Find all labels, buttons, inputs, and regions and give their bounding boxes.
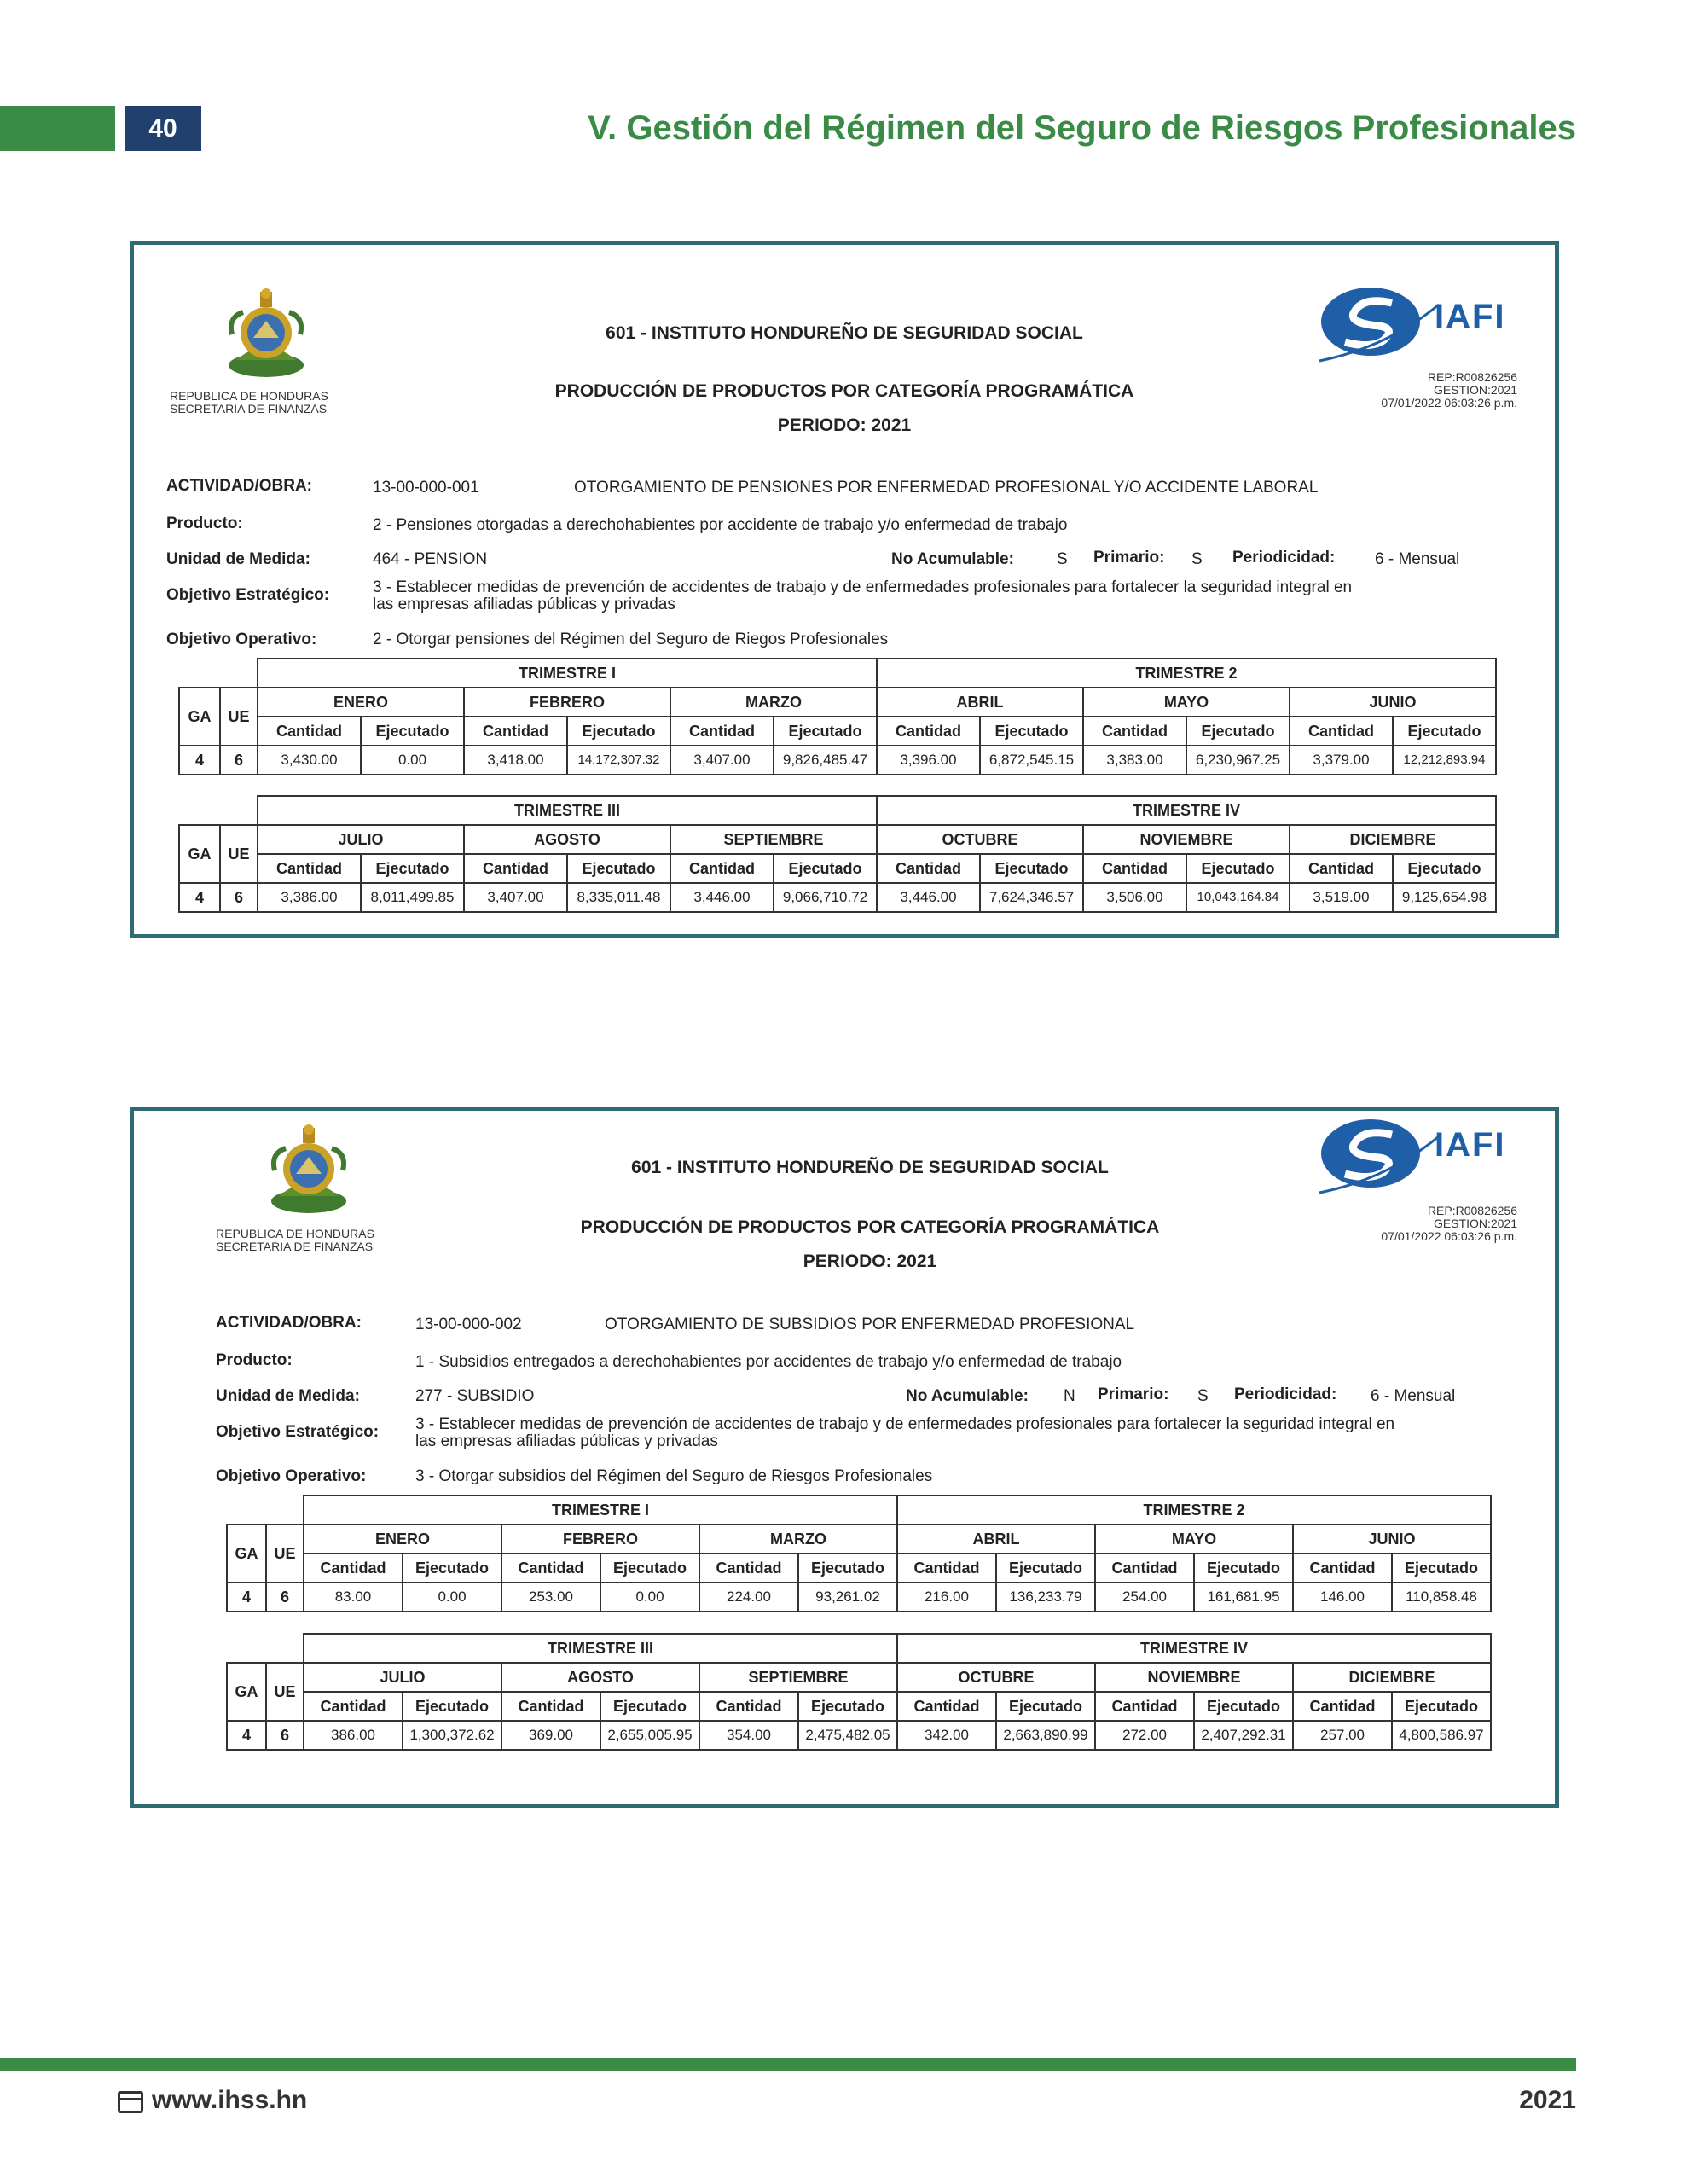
ue-header: UE: [266, 1525, 304, 1583]
quarter-header: TRIMESTRE III: [304, 1634, 897, 1663]
ejecutado-value: 9,826,485.47: [774, 746, 877, 775]
ejecutado-value: 0.00: [361, 746, 464, 775]
rep-code: REP:R00826256: [1427, 1204, 1517, 1217]
ejecutado-header: Ejecutado: [361, 717, 464, 746]
cantidad-value: 386.00: [304, 1721, 403, 1750]
ejecutado-header: Ejecutado: [1194, 1554, 1293, 1583]
cantidad-header: Cantidad: [1095, 1692, 1194, 1721]
label-objetivo-estrategico: Objetivo Estratégico:: [166, 586, 330, 604]
month-header: MAYO: [1083, 688, 1290, 717]
quarter-table-1-2: [226, 1495, 1492, 1612]
cantidad-value: 3,418.00: [464, 746, 567, 775]
cantidad-value: 254.00: [1095, 1583, 1194, 1612]
label-no-acumulable: No Acumulable:: [891, 550, 1014, 568]
report-timestamp: 07/01/2022 06:03:26 p.m.: [1381, 396, 1517, 410]
cantidad-header: Cantidad: [464, 854, 567, 883]
month-header: DICIEMBRE: [1290, 825, 1496, 854]
primario-value: S: [1197, 1387, 1209, 1405]
ejecutado-header: Ejecutado: [1186, 717, 1290, 746]
cantidad-header: Cantidad: [304, 1554, 403, 1583]
label-no-acumulable: No Acumulable:: [906, 1387, 1029, 1405]
month-header: FEBRERO: [501, 1525, 699, 1554]
report-panel-2: [130, 1107, 1559, 1808]
ejecutado-header: Ejecutado: [798, 1692, 897, 1721]
cantidad-value: 83.00: [304, 1583, 403, 1612]
ejecutado-value: 0.00: [403, 1583, 501, 1612]
ejecutado-value: 6,230,967.25: [1186, 746, 1290, 775]
report-period: PERIODO: 2021: [803, 1252, 937, 1271]
cantidad-value: 3,379.00: [1290, 746, 1393, 775]
cantidad-value: 369.00: [501, 1721, 600, 1750]
siafi-logo-text: IAFI: [1435, 298, 1506, 335]
month-header: MAYO: [1095, 1525, 1293, 1554]
no-acumulable-value: S: [1057, 550, 1068, 568]
ejecutado-value: 136,233.79: [996, 1583, 1095, 1612]
month-header: MARZO: [670, 688, 877, 717]
cantidad-header: Cantidad: [699, 1554, 798, 1583]
ejecutado-value: 161,681.95: [1194, 1583, 1293, 1612]
ejecutado-value: 110,858.48: [1392, 1583, 1491, 1612]
cantidad-header: Cantidad: [897, 1554, 996, 1583]
ejecutado-header: Ejecutado: [600, 1554, 699, 1583]
ejecutado-value: 6,872,545.15: [980, 746, 1083, 775]
cantidad-value: 3,396.00: [877, 746, 980, 775]
table-row: [179, 883, 1496, 912]
actividad-code: 13-00-000-001: [373, 479, 479, 497]
month-header: AGOSTO: [464, 825, 670, 854]
ue-value: 6: [266, 1721, 304, 1750]
ue-value: 6: [266, 1583, 304, 1612]
siafi-logo-text: IAFI: [1435, 1126, 1506, 1164]
label-producto: Producto:: [216, 1351, 293, 1369]
quarter-header: TRIMESTRE I: [258, 659, 877, 688]
table-row: [227, 1721, 1491, 1750]
cantidad-header: Cantidad: [1083, 854, 1186, 883]
footer-website-link[interactable]: www.ihss.hn: [152, 2086, 308, 2114]
table-corner: [179, 659, 258, 688]
cantidad-value: 146.00: [1293, 1583, 1392, 1612]
ue-value: 6: [220, 746, 258, 775]
ejecutado-header: Ejecutado: [403, 1692, 501, 1721]
ejecutado-value: 0.00: [600, 1583, 699, 1612]
report-title: PRODUCCIÓN DE PRODUCTOS POR CATEGORÍA PROGRAMÁTICA: [580, 1217, 1160, 1237]
label-producto: Producto:: [166, 514, 243, 532]
month-header: JUNIO: [1290, 688, 1496, 717]
cantidad-header: Cantidad: [501, 1554, 600, 1583]
ga-header: GA: [179, 688, 220, 746]
cantidad-value: 3,446.00: [877, 883, 980, 912]
primario-value: S: [1191, 550, 1203, 568]
ejecutado-header: Ejecutado: [1392, 1554, 1491, 1583]
objetivo-estrategico-value: 3 - Establecer medidas de prevención de accidentes de trabajo y de enfermedades profesionales para fortalecer la seguridad integral en las empresas afiliadas públicas y privadas: [373, 578, 1353, 613]
ejecutado-header: Ejecutado: [980, 854, 1083, 883]
ejecutado-value: 2,655,005.95: [600, 1721, 699, 1750]
ejecutado-header: Ejecutado: [361, 854, 464, 883]
ejecutado-header: Ejecutado: [403, 1554, 501, 1583]
periodicidad-value: 6 - Mensual: [1371, 1387, 1456, 1405]
cantidad-value: 253.00: [501, 1583, 600, 1612]
cantidad-value: 3,506.00: [1083, 883, 1186, 912]
cantidad-value: 224.00: [699, 1583, 798, 1612]
cantidad-header: Cantidad: [1293, 1554, 1392, 1583]
label-periodicidad: Periodicidad:: [1234, 1385, 1337, 1403]
month-header: AGOSTO: [501, 1663, 699, 1692]
month-header: JULIO: [304, 1663, 501, 1692]
report-title: PRODUCCIÓN DE PRODUCTOS POR CATEGORÍA PROGRAMÁTICA: [554, 381, 1134, 401]
label-objetivo-operativo: Objetivo Operativo:: [216, 1467, 367, 1485]
unidad-value: 464 - PENSION: [373, 550, 488, 568]
header-accent-bar: [0, 106, 115, 151]
ue-header: UE: [266, 1663, 304, 1721]
report-period: PERIODO: 2021: [777, 415, 912, 435]
cantidad-value: 257.00: [1293, 1721, 1392, 1750]
ejecutado-value: 8,335,011.48: [567, 883, 670, 912]
ejecutado-value: 2,663,890.99: [996, 1721, 1095, 1750]
no-acumulable-value: N: [1064, 1387, 1075, 1405]
browser-window-icon: [118, 2091, 143, 2113]
ue-header: UE: [220, 825, 258, 883]
ga-header: GA: [179, 825, 220, 883]
label-unidad: Unidad de Medida:: [166, 550, 310, 568]
table-row: [179, 746, 1496, 775]
ejecutado-header: Ejecutado: [996, 1692, 1095, 1721]
cantidad-value: 3,386.00: [258, 883, 361, 912]
cantidad-header: Cantidad: [1083, 717, 1186, 746]
ga-value: 4: [179, 883, 220, 912]
ejecutado-value: 9,125,654.98: [1393, 883, 1496, 912]
cantidad-header: Cantidad: [501, 1692, 600, 1721]
ejecutado-header: Ejecutado: [567, 717, 670, 746]
cantidad-header: Cantidad: [1095, 1554, 1194, 1583]
producto-value: 2 - Pensiones otorgadas a derechohabientes por accidente de trabajo y/o enfermedad de trabajo: [373, 516, 1068, 534]
ejecutado-value: 2,407,292.31: [1194, 1721, 1293, 1750]
ga-value: 4: [227, 1721, 266, 1750]
month-header: NOVIEMBRE: [1083, 825, 1290, 854]
ejecutado-header: Ejecutado: [996, 1554, 1095, 1583]
month-header: OCTUBRE: [877, 825, 1083, 854]
cantidad-value: 3,519.00: [1290, 883, 1393, 912]
gestion: GESTION:2021: [1433, 1217, 1517, 1230]
month-header: NOVIEMBRE: [1095, 1663, 1293, 1692]
ejecutado-value: 2,475,482.05: [798, 1721, 897, 1750]
actividad-desc: OTORGAMIENTO DE PENSIONES POR ENFERMEDAD PROFESIONAL Y/O ACCIDENTE LABORAL: [574, 479, 1319, 497]
quarter-header: TRIMESTRE IV: [897, 1634, 1491, 1663]
ejecutado-value: 10,043,164.84: [1186, 883, 1290, 912]
ejecutado-value: 8,011,499.85: [361, 883, 464, 912]
cantidad-header: Cantidad: [258, 854, 361, 883]
quarter-header: TRIMESTRE I: [304, 1496, 897, 1525]
label-periodicidad: Periodicidad:: [1232, 549, 1336, 566]
cantidad-header: Cantidad: [1293, 1692, 1392, 1721]
ejecutado-value: 14,172,307.32: [567, 746, 670, 775]
ga-header: GA: [227, 1663, 266, 1721]
ejecutado-value: 93,261.02: [798, 1583, 897, 1612]
month-header: SEPTIEMBRE: [699, 1663, 897, 1692]
ejecutado-header: Ejecutado: [600, 1692, 699, 1721]
ue-header: UE: [220, 688, 258, 746]
ejecutado-value: 12,212,893.94: [1393, 746, 1496, 775]
label-objetivo-operativo: Objetivo Operativo:: [166, 630, 317, 648]
gestion: GESTION:2021: [1433, 383, 1517, 397]
cantidad-header: Cantidad: [897, 1692, 996, 1721]
org-name: 601 - INSTITUTO HONDUREÑO DE SEGURIDAD SOCIAL: [631, 1158, 1109, 1177]
quarter-header: TRIMESTRE 2: [897, 1496, 1491, 1525]
seal-caption-line-1: REPUBLICA DE HONDURAS: [216, 1227, 374, 1240]
ga-value: 4: [227, 1583, 266, 1612]
table-row: [227, 1583, 1491, 1612]
cantidad-header: Cantidad: [304, 1692, 403, 1721]
quarter-table-3-4: [226, 1633, 1492, 1751]
actividad-code: 13-00-000-002: [415, 1316, 522, 1333]
ejecutado-header: Ejecutado: [774, 717, 877, 746]
periodicidad-value: 6 - Mensual: [1375, 550, 1460, 568]
rep-code: REP:R00826256: [1427, 370, 1517, 384]
ga-value: 4: [179, 746, 220, 775]
cantidad-value: 354.00: [699, 1721, 798, 1750]
ejecutado-header: Ejecutado: [567, 854, 670, 883]
cantidad-value: 216.00: [897, 1583, 996, 1612]
ejecutado-header: Ejecutado: [1392, 1692, 1491, 1721]
month-header: ABRIL: [877, 688, 1083, 717]
ga-header: GA: [227, 1525, 266, 1583]
footer-accent-bar: [0, 2058, 1576, 2071]
table-corner: [227, 1634, 304, 1663]
table-corner: [179, 796, 258, 825]
quarter-header: TRIMESTRE III: [258, 796, 877, 825]
ejecutado-value: 4,800,586.97: [1392, 1721, 1491, 1750]
quarter-table-1-2: [178, 658, 1497, 775]
label-primario: Primario:: [1098, 1385, 1169, 1403]
seal-caption-line-2: SECRETARIA DE FINANZAS: [216, 1240, 374, 1253]
objetivo-estrategico-value: 3 - Establecer medidas de prevención de accidentes de trabajo y de enfermedades profesionales para fortalecer la seguridad integral en las empresas afiliadas públicas y privadas: [415, 1415, 1395, 1450]
ejecutado-header: Ejecutado: [1393, 854, 1496, 883]
month-header: MARZO: [699, 1525, 897, 1554]
month-header: JULIO: [258, 825, 464, 854]
cantidad-value: 3,383.00: [1083, 746, 1186, 775]
cantidad-header: Cantidad: [877, 717, 980, 746]
section-title: V. Gestión del Régimen del Seguro de Riesgos Profesionales: [588, 109, 1576, 147]
cantidad-header: Cantidad: [258, 717, 361, 746]
month-header: ABRIL: [897, 1525, 1095, 1554]
ejecutado-header: Ejecutado: [774, 854, 877, 883]
cantidad-value: 3,407.00: [670, 746, 774, 775]
table-corner: [227, 1496, 304, 1525]
cantidad-header: Cantidad: [464, 717, 567, 746]
quarter-header: TRIMESTRE 2: [877, 659, 1496, 688]
cantidad-value: 3,446.00: [670, 883, 774, 912]
ejecutado-value: 7,624,346.57: [980, 883, 1083, 912]
month-header: FEBRERO: [464, 688, 670, 717]
month-header: ENERO: [304, 1525, 501, 1554]
unidad-value: 277 - SUBSIDIO: [415, 1387, 535, 1405]
month-header: ENERO: [258, 688, 464, 717]
ejecutado-value: 1,300,372.62: [403, 1721, 501, 1750]
producto-value: 1 - Subsidios entregados a derechohabientes por accidentes de trabajo y/o enfermedad de trabajo: [415, 1353, 1122, 1371]
ue-value: 6: [220, 883, 258, 912]
ejecutado-header: Ejecutado: [980, 717, 1083, 746]
seal-caption-line-1: REPUBLICA DE HONDURAS: [170, 389, 328, 403]
page-number: 40: [125, 106, 201, 151]
label-actividad: ACTIVIDAD/OBRA:: [166, 477, 312, 495]
org-name: 601 - INSTITUTO HONDUREÑO DE SEGURIDAD SOCIAL: [606, 323, 1083, 343]
cantidad-header: Cantidad: [670, 717, 774, 746]
label-primario: Primario:: [1093, 549, 1165, 566]
objetivo-operativo-value: 3 - Otorgar subsidios del Régimen del Seguro de Riesgos Profesionales: [415, 1467, 933, 1485]
cantidad-value: 3,407.00: [464, 883, 567, 912]
month-header: SEPTIEMBRE: [670, 825, 877, 854]
month-header: DICIEMBRE: [1293, 1663, 1491, 1692]
month-header: OCTUBRE: [897, 1663, 1095, 1692]
actividad-desc: OTORGAMIENTO DE SUBSIDIOS POR ENFERMEDAD PROFESIONAL: [605, 1316, 1135, 1333]
quarter-table-3-4: [178, 795, 1497, 913]
cantidad-header: Cantidad: [1290, 717, 1393, 746]
cantidad-value: 3,430.00: [258, 746, 361, 775]
cantidad-header: Cantidad: [670, 854, 774, 883]
footer-year: 2021: [1519, 2086, 1576, 2114]
ejecutado-header: Ejecutado: [798, 1554, 897, 1583]
label-objetivo-estrategico: Objetivo Estratégico:: [216, 1423, 380, 1441]
report-timestamp: 07/01/2022 06:03:26 p.m.: [1381, 1229, 1517, 1243]
cantidad-value: 342.00: [897, 1721, 996, 1750]
cantidad-header: Cantidad: [1290, 854, 1393, 883]
month-header: JUNIO: [1293, 1525, 1491, 1554]
ejecutado-value: 9,066,710.72: [774, 883, 877, 912]
ejecutado-header: Ejecutado: [1186, 854, 1290, 883]
report-panel-1: [130, 241, 1559, 938]
ejecutado-header: Ejecutado: [1393, 717, 1496, 746]
cantidad-value: 272.00: [1095, 1721, 1194, 1750]
label-unidad: Unidad de Medida:: [216, 1387, 360, 1405]
objetivo-operativo-value: 2 - Otorgar pensiones del Régimen del Seguro de Riegos Profesionales: [373, 630, 889, 648]
seal-caption-line-2: SECRETARIA DE FINANZAS: [170, 402, 328, 415]
cantidad-header: Cantidad: [877, 854, 980, 883]
ejecutado-header: Ejecutado: [1194, 1692, 1293, 1721]
cantidad-header: Cantidad: [699, 1692, 798, 1721]
label-actividad: ACTIVIDAD/OBRA:: [216, 1314, 362, 1332]
quarter-header: TRIMESTRE IV: [877, 796, 1496, 825]
